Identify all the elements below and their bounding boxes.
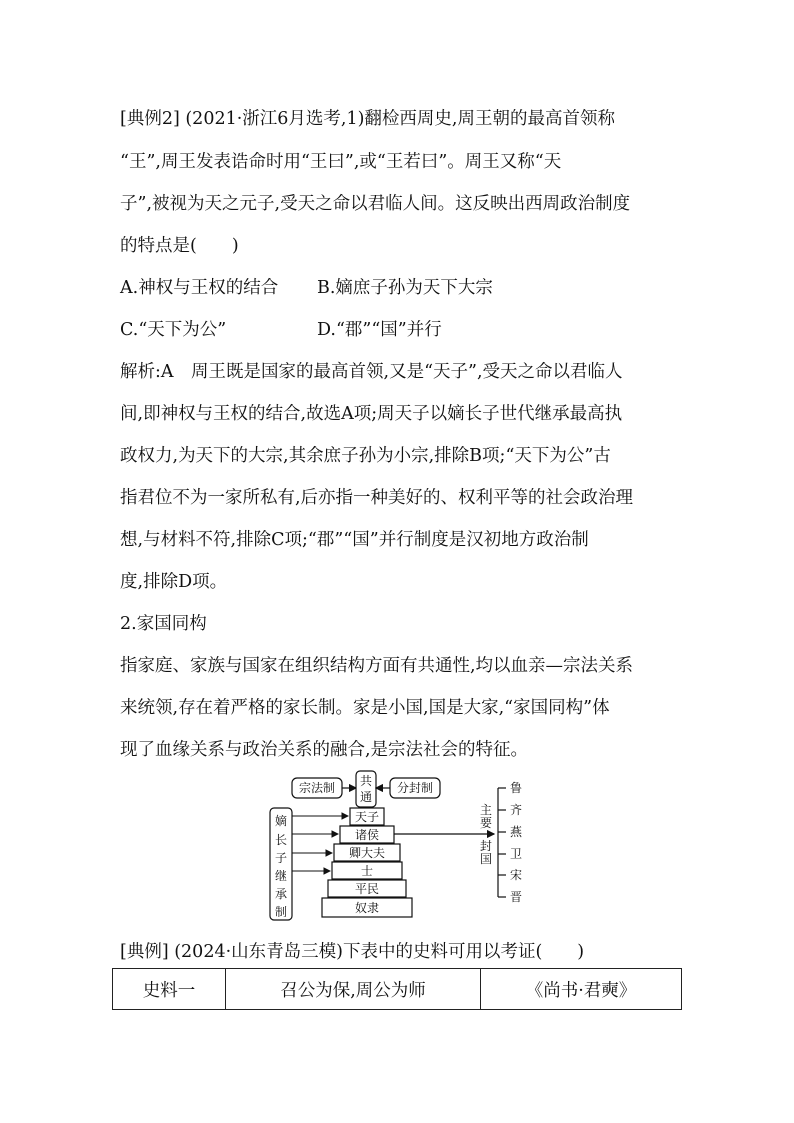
source-table	[112, 968, 682, 1010]
example2-line-3: 子”,被视为天之元子,受天之命以君临人间。这反映出西周政治制度	[120, 194, 631, 214]
section-body-line-2: 来统领,存在着严格的家长制。家是小国,国是大家,“家国同构”体	[120, 698, 610, 718]
table-row	[113, 969, 682, 1010]
family-state-diagram	[268, 770, 538, 922]
source-ref-cell: 《尚书·君奭》	[481, 969, 682, 1010]
example2-line-4: 的特点是( )	[120, 236, 239, 256]
option-a: A.神权与王权的结合	[120, 278, 279, 298]
analysis-line-3: 政权力,为天下的大宗,其余庶子孙为小宗,排除B项;“天下为公”古	[120, 446, 611, 466]
inheritance-char-5: 承	[274, 887, 288, 901]
example2-line-1: [典例2] (2021·浙江6月选考,1)翻检西周史,周王朝的最高首领称	[120, 109, 615, 129]
analysis-line-2: 间,即神权与王权的结合,故选A项;周天子以嫡长子世代继承最高执	[120, 404, 623, 424]
example2-line-2: “王”,周王发表诰命时用“王曰”,或“王若曰”。周王又称“天	[120, 152, 562, 172]
zongfa-label: 宗法制	[298, 781, 336, 795]
analysis-line-1: 解析:A 周王既是国家的最高首领,又是“天子”,受天之命以君临人	[120, 362, 623, 382]
state-wei: 卫	[509, 847, 523, 861]
level-shi-label: 士	[360, 864, 374, 878]
common-char-1: 共	[359, 774, 373, 788]
common-char-2: 通	[359, 790, 373, 804]
inheritance-char-6: 制	[274, 905, 288, 919]
inheritance-char-1: 嫡	[274, 814, 288, 828]
level-zhuhou-label: 诸侯	[354, 828, 380, 842]
state-jin: 晋	[509, 890, 523, 904]
analysis-line-4: 指君位不为一家所私有,后亦指一种美好的、权利平等的社会政治理	[120, 488, 634, 508]
level-pingmin-label: 平民	[354, 882, 380, 896]
level-qingdafu-label: 卿大夫	[348, 846, 386, 860]
inheritance-char-2: 长	[274, 833, 288, 847]
state-lu: 鲁	[509, 781, 523, 795]
state-song: 宋	[509, 868, 523, 882]
source-label-cell: 史料一	[113, 969, 226, 1010]
state-yan: 燕	[509, 825, 523, 839]
example-line: [典例] (2024·山东青岛三模)下表中的史料可用以考证( )	[120, 942, 585, 962]
section-body-line-3: 现了血缘关系与政治关系的融合,是宗法社会的特征。	[120, 740, 529, 760]
analysis-line-6: 度,排除D项。	[120, 572, 228, 592]
source-content-cell: 召公为保,周公为师	[226, 969, 481, 1010]
label-main-2: 要	[479, 816, 493, 830]
option-b: B.嫡庶子孙为天下大宗	[317, 278, 493, 298]
label-fief-1: 封	[479, 839, 493, 853]
option-c: C.“天下为公”	[120, 320, 227, 340]
inheritance-char-4: 继	[274, 869, 288, 883]
level-nuli-label: 奴隶	[354, 901, 380, 915]
inheritance-char-3: 子	[274, 851, 288, 865]
level-tianzi-label: 天子	[354, 810, 380, 824]
option-d: D.“郡”“国”并行	[317, 320, 442, 340]
label-main-1: 主	[479, 803, 493, 817]
section-heading: 2.家国同构	[120, 614, 207, 634]
fenfeng-label: 分封制	[396, 781, 434, 795]
section-body-line-1: 指家庭、家族与国家在组织结构方面有共通性,均以血亲—宗法关系	[120, 656, 634, 676]
analysis-line-5: 想,与材料不符,排除C项;“郡”“国”并行制度是汉初地方政治制	[120, 530, 589, 550]
state-qi: 齐	[509, 803, 523, 817]
label-fief-2: 国	[479, 852, 493, 866]
